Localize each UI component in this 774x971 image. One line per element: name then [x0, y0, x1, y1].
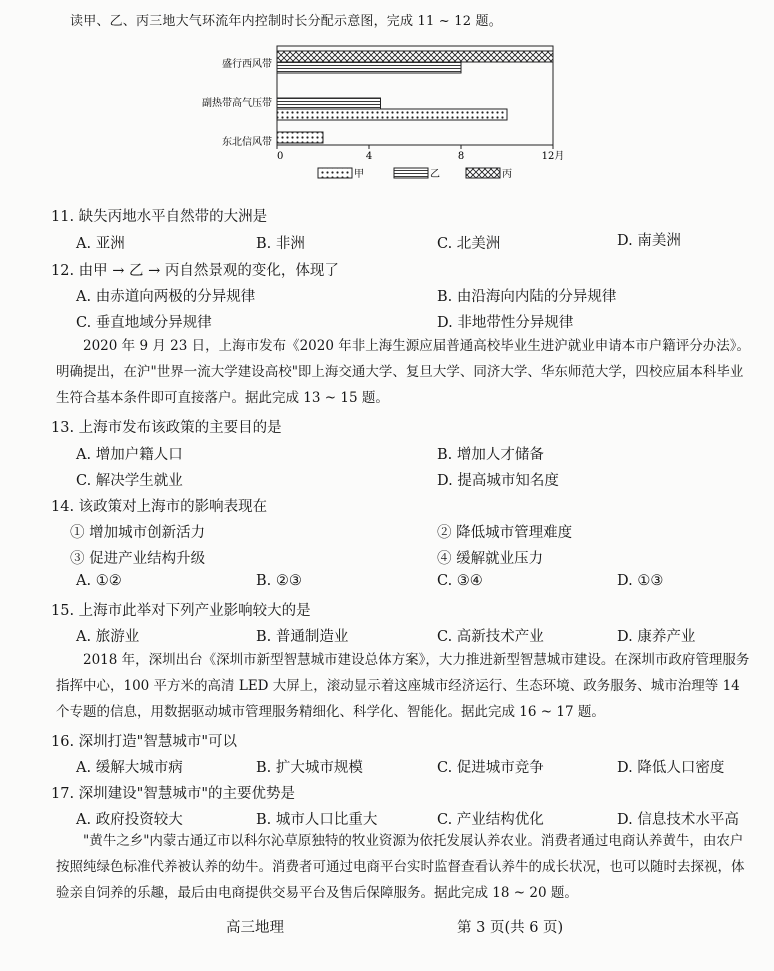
legend-label: 乙 — [430, 169, 440, 180]
q11-option-d[interactable]: D. 南美洲 — [617, 233, 681, 249]
bar-乙 — [277, 62, 461, 73]
footer-page-number: 第 3 页(共 6 页) — [457, 920, 564, 936]
bar-甲 — [277, 109, 507, 120]
q17-stem: 17. 深圳建设"智慧城市"的主要优势是 — [51, 786, 296, 802]
passage-tongliao: "黄牛之乡"内蒙古通辽市以科尔沁草原独特的牧业资源为依托发展认养农业。消费者通过电商认养黄牛，由农户按照纯绿色标准代养被认养的幼牛。消费者可通过电商平台实时监督查看认养牛的成长状况，也可以随时去探视，体验亲自饲养的乐趣，最后由电商提供交易平台及售后保障服务。据此完成 18 ~ 20 题。 — [56, 833, 745, 901]
q12-option-a[interactable]: A. 由赤道向两极的分异规律 — [76, 289, 256, 305]
q15-option-a[interactable]: A. 旅游业 — [76, 629, 140, 645]
q16-option-a[interactable]: A. 缓解大城市病 — [76, 760, 183, 776]
legend-label: 甲 — [354, 169, 364, 180]
passage-shenzhen: 2018 年，深圳出台《深圳市新型智慧城市建设总体方案》，大力推进新型智慧城市建设。在深圳市政府管理服务指挥中心，100 平方米的高清 LED 大屏上，滚动显示着这座城市经济运行、生态环境、政务服务、城市治理等 14 个专题的信息，用数据驱动城市管理服务精细化、科学化、智能化。据此完成 16 ~ 17 题。 — [56, 652, 750, 720]
q14-option-a[interactable]: A. ①② — [76, 573, 122, 589]
bar-甲 — [277, 132, 323, 143]
x-tick-label: 0 — [277, 151, 284, 162]
q12-stem: 12. 由甲 → 乙 → 丙自然景观的变化，体现了 — [51, 263, 339, 279]
bar-丙 — [277, 51, 553, 62]
q13-option-d[interactable]: D. 提高城市知名度 — [437, 473, 559, 489]
x-tick-label: 12月 — [541, 151, 565, 162]
q17-option-a[interactable]: A. 政府投资较大 — [76, 812, 183, 828]
q11-option-b[interactable]: B. 非洲 — [256, 236, 305, 252]
q15-option-d[interactable]: D. 康养产业 — [617, 629, 696, 645]
legend-swatch-乙 — [394, 168, 428, 178]
x-tick-label: 4 — [365, 151, 373, 162]
q13-stem: 13. 上海市发布该政策的主要目的是 — [51, 420, 282, 436]
q13-option-a[interactable]: A. 增加户籍人口 — [76, 447, 183, 463]
q17-option-b[interactable]: B. 城市人口比重大 — [256, 812, 378, 828]
chart-intro: 读甲、乙、丙三地大气环流年内控制时长分配示意图，完成 11 ~ 12 题。 — [70, 14, 502, 29]
q15-option-c[interactable]: C. 高新技术产业 — [437, 629, 544, 645]
q14-option-d[interactable]: D. ①③ — [617, 573, 664, 589]
category-label: 副热带高气压带 — [202, 98, 272, 109]
q14-statement-1: ① 增加城市创新活力 — [70, 525, 206, 541]
q16-option-c[interactable]: C. 促进城市竞争 — [437, 760, 544, 776]
q11-option-c[interactable]: C. 北美洲 — [437, 236, 501, 252]
footer-subject: 高三地理 — [226, 920, 284, 936]
q13-option-c[interactable]: C. 解决学生就业 — [76, 473, 183, 489]
q12-option-d[interactable]: D. 非地带性分异规律 — [437, 315, 574, 331]
climate-control-chart — [170, 40, 590, 200]
q14-stem: 14. 该政策对上海市的影响表现在 — [51, 499, 268, 515]
q14-statement-3: ③ 促进产业结构升级 — [70, 551, 206, 567]
q14-statement-4: ④ 缓解就业压力 — [437, 551, 544, 567]
legend-label: 丙 — [502, 169, 512, 180]
q17-option-c[interactable]: C. 产业结构优化 — [437, 812, 544, 828]
q14-statement-2: ② 降低城市管理难度 — [437, 525, 573, 541]
q14-option-b[interactable]: B. ②③ — [256, 573, 302, 589]
q11-stem: 11. 缺失丙地水平自然带的大洲是 — [51, 209, 268, 225]
q15-option-b[interactable]: B. 普通制造业 — [256, 629, 349, 645]
q12-option-b[interactable]: B. 由沿海向内陆的分异规律 — [437, 289, 617, 305]
q15-stem: 15. 上海市此举对下列产业影响较大的是 — [51, 603, 311, 619]
category-label: 盛行西风带 — [222, 59, 272, 70]
q16-stem: 16. 深圳打造"智慧城市"可以 — [51, 734, 238, 750]
q16-option-b[interactable]: B. 扩大城市规模 — [256, 760, 363, 776]
q11-option-a[interactable]: A. 亚洲 — [76, 236, 125, 252]
bar-乙 — [277, 98, 381, 109]
legend-swatch-甲 — [318, 168, 352, 178]
passage-shanghai: 2020 年 9 月 23 日，上海市发布《2020 年非上海生源应届普通高校毕业生进沪就业申请本市户籍评分办法》。明确提出，在沪"世界一流大学建设高校"即上海交通大学、复旦大学、同济大学、华东师范大学，四校应届本科毕业生符合基本条件即可直接落户。据此完成 13 ~ 15 题。 — [56, 338, 750, 406]
category-label: 东北信风带 — [222, 137, 272, 148]
q17-option-d[interactable]: D. 信息技术水平高 — [617, 812, 739, 828]
q13-option-b[interactable]: B. 增加人才储备 — [437, 447, 544, 463]
q16-option-d[interactable]: D. 降低人口密度 — [617, 760, 725, 776]
legend-swatch-丙 — [466, 168, 500, 178]
q12-option-c[interactable]: C. 垂直地域分异规律 — [76, 315, 212, 331]
x-tick-label: 8 — [457, 151, 465, 162]
q14-option-c[interactable]: C. ③④ — [437, 573, 483, 589]
